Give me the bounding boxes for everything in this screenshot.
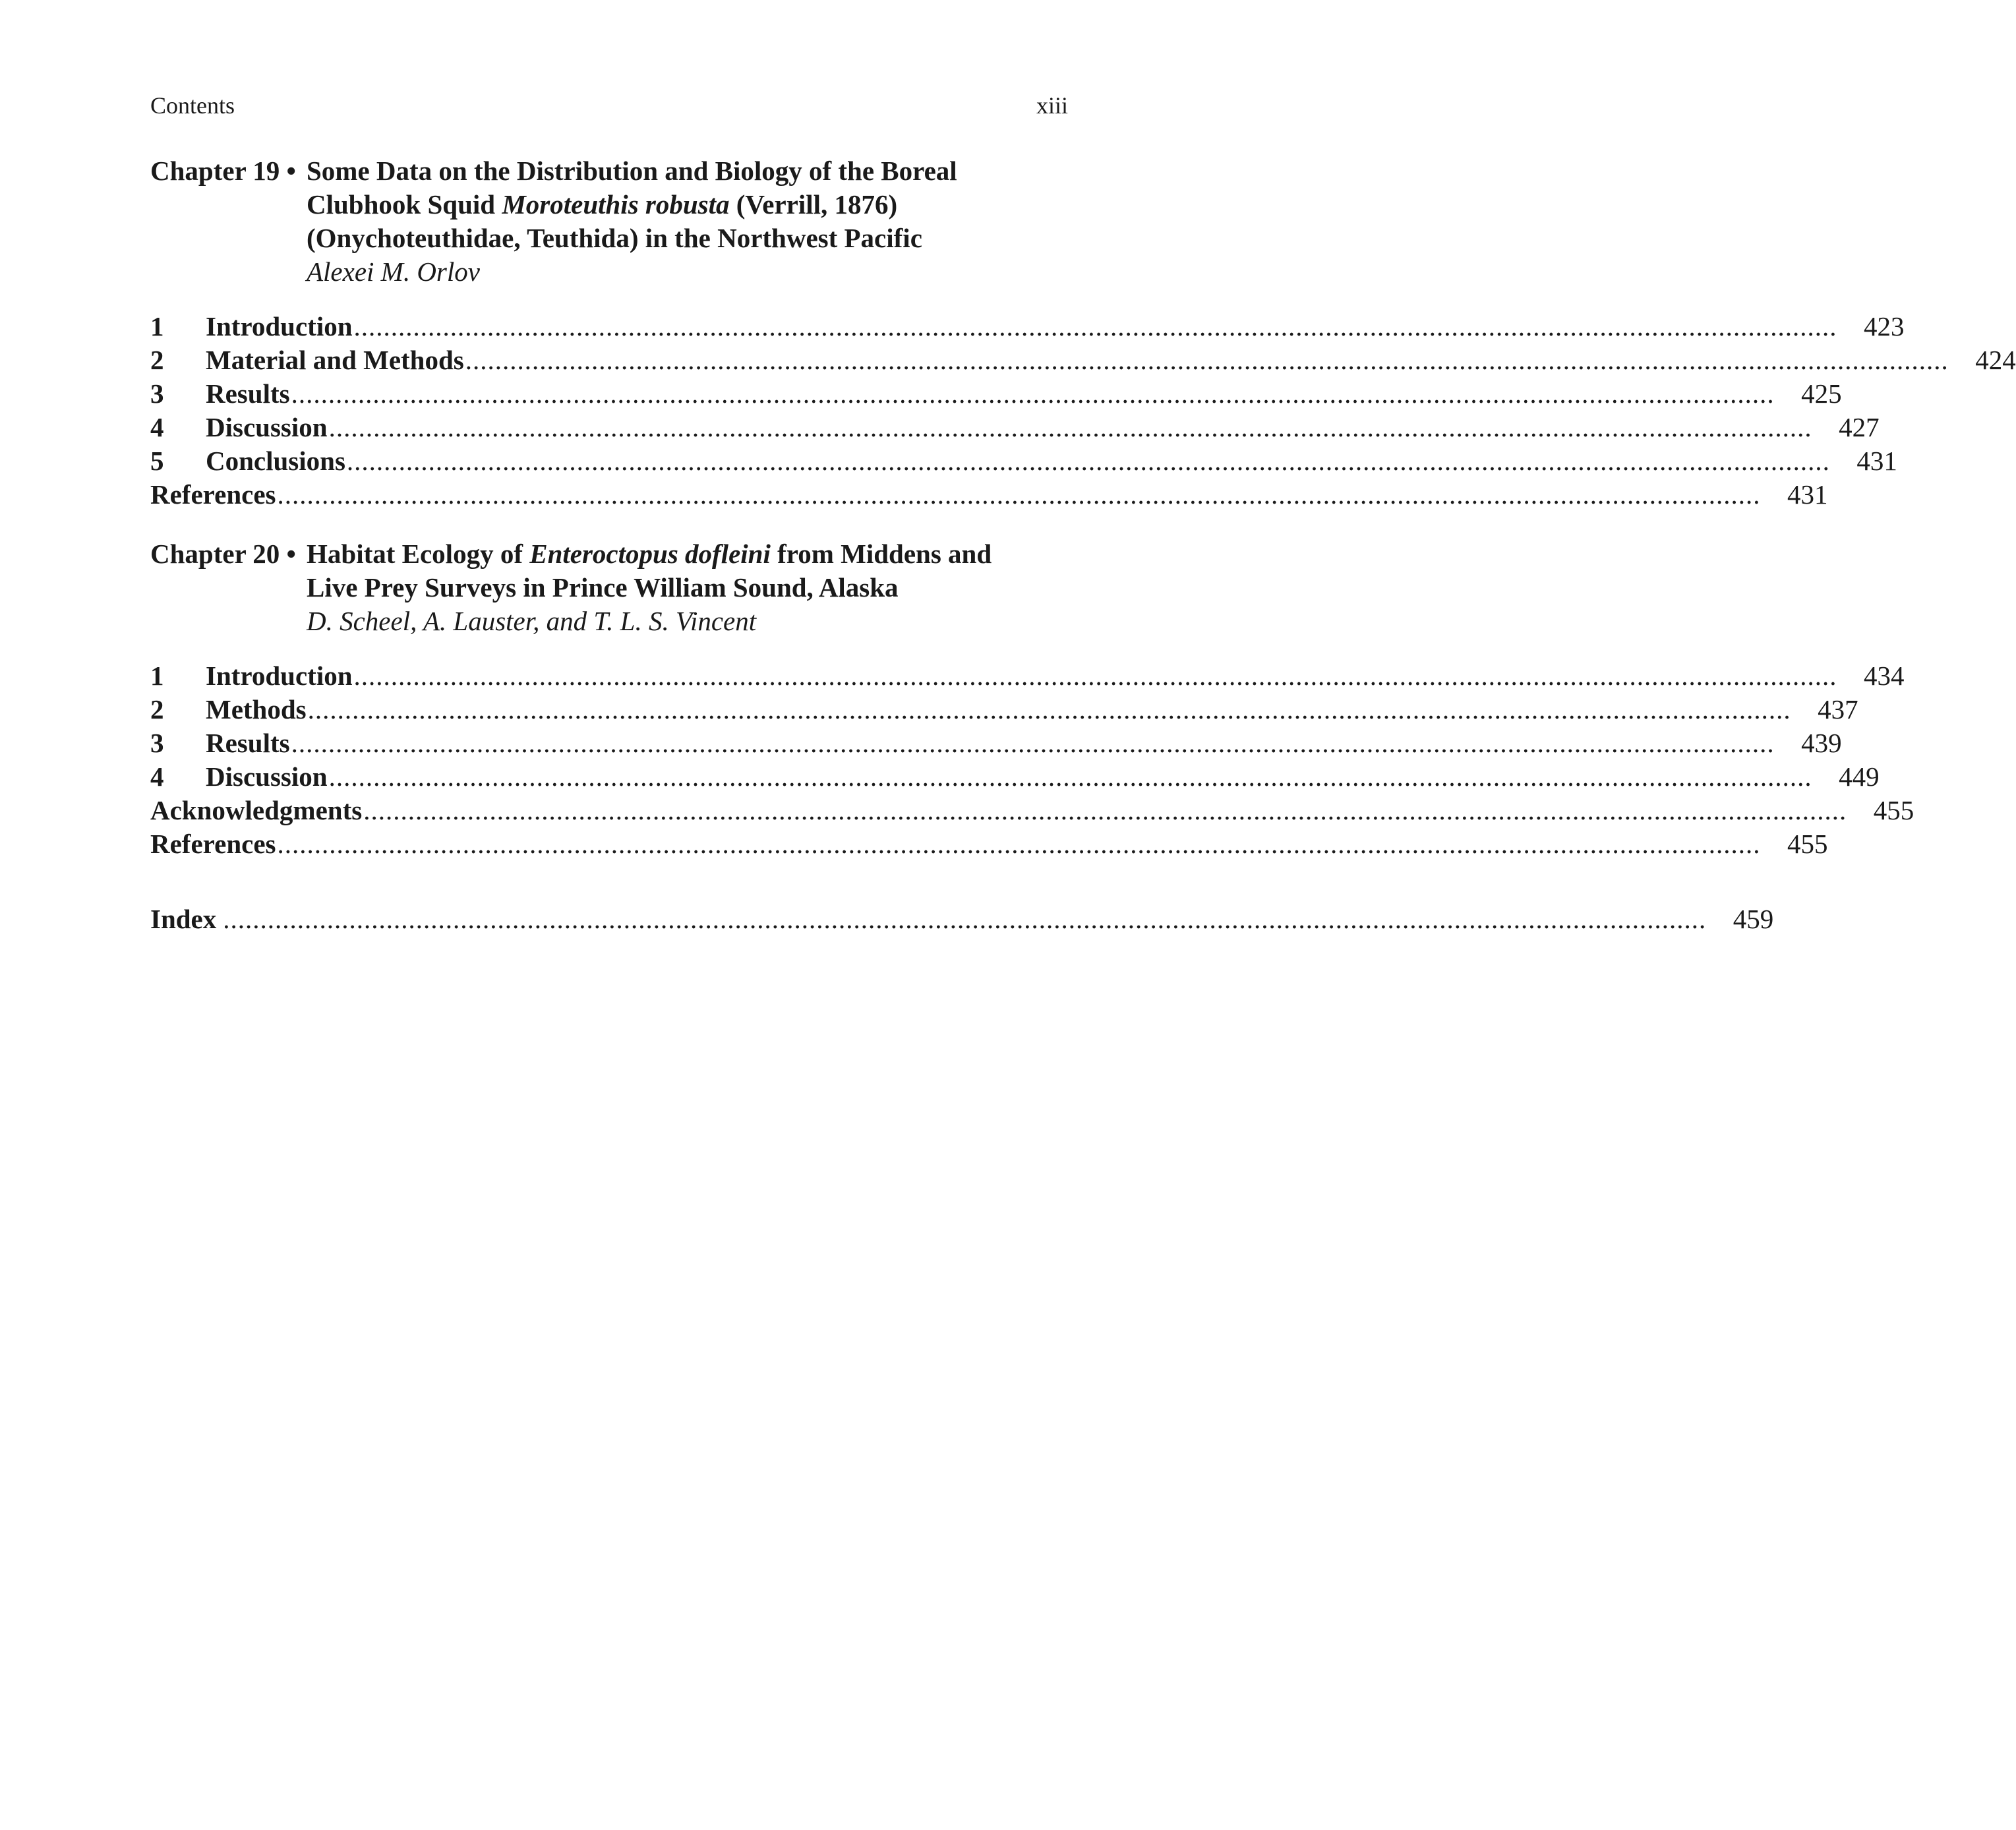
toc-entry[interactable] [150, 343, 2016, 377]
toc-entry-page: 449 [1839, 761, 1880, 792]
chapter-title-part: (Verrill, 1876) (Onychoteuthidae, Teuthida) in the Northwest Pacific [307, 189, 922, 253]
toc-entry-label: Results [206, 728, 290, 758]
chapter-title-part: from Middens and Live Prey Surveys in Prince William Sound, Alaska [307, 539, 992, 603]
toc-entry[interactable] [150, 827, 1828, 861]
toc-entry-page: 427 [1839, 412, 1880, 442]
toc-entry[interactable] [150, 794, 1914, 827]
toc-entry-label: Material and Methods [206, 345, 464, 375]
chapter-20-block [150, 537, 1914, 861]
toc-entry-label: Discussion [206, 412, 328, 442]
dot-leader: ........................................................................................................................................................................................................ [363, 795, 1847, 825]
toc-entry-label: Conclusions [206, 446, 345, 476]
chapter-19-block [150, 154, 2016, 512]
dot-leader: ........................................................................................................................................................................................................ [465, 345, 1949, 375]
chapter-authors: Alexei M. Orlov [307, 256, 480, 287]
dot-leader: ........................................................................................................................................................................................................ [277, 479, 1761, 510]
chapter-title-species: Moroteuthis robusta [502, 189, 730, 220]
chapter-title-part: Some Data on the Distribution and Biology of the Boreal Clubhook Squid [307, 156, 957, 220]
chapter-toc [150, 310, 2016, 512]
toc-entry[interactable] [150, 659, 1905, 693]
dot-leader: ........................................................................................................................................................................................................ [277, 829, 1761, 859]
chapter-title-part: Habitat Ecology of [307, 539, 530, 569]
dot-leader: ........................................................................................................................................................................................................ [353, 311, 1837, 341]
dot-leader: ........................................................................................................................................................................................................ [346, 446, 1830, 476]
chapter-title [307, 537, 1005, 605]
dot-leader: ........................................................................................................................................................................................................ [291, 378, 1775, 409]
index-block [150, 902, 1774, 936]
toc-entry[interactable] [150, 310, 1905, 343]
toc-entry-page: 424 [1975, 345, 2016, 375]
chapter-toc [150, 659, 1914, 861]
dot-leader: ........................................................................................................................................................................................................ [328, 761, 1812, 792]
toc-entry-page: 437 [1818, 694, 1858, 724]
toc-entry-page: 431 [1787, 479, 1828, 510]
toc-entry[interactable] [150, 377, 1842, 411]
toc-entry-number: 1 [150, 661, 164, 691]
toc-entry-number: 2 [150, 345, 164, 375]
toc-entry-number: 3 [150, 728, 164, 758]
toc-entry-label: Discussion [206, 761, 328, 792]
toc-entry-page: 423 [1864, 311, 1905, 341]
toc-entry-label: Methods [206, 694, 307, 724]
toc-entry-label: References [150, 829, 276, 859]
toc-entry-page: 425 [1801, 378, 1842, 409]
dot-leader: ........................................................................................................................................................................................................ [307, 694, 1791, 724]
toc-entry-label: Introduction [206, 311, 353, 341]
running-head-title: Contents [150, 92, 235, 119]
chapter-authors: D. Scheel, A. Lauster, and T. L. S. Vincent [307, 606, 757, 636]
toc-entry-label: References [150, 479, 276, 510]
toc-entry-page: 439 [1801, 728, 1842, 758]
dot-leader: ........................................................................................................................................................................................................ [223, 904, 1707, 934]
toc-entry-number: 4 [150, 412, 164, 442]
chapter-heading [150, 154, 1069, 255]
toc-entry[interactable] [150, 478, 1828, 512]
toc-entry-number: 1 [150, 311, 164, 341]
chapter-label: Chapter 19 • [150, 156, 296, 186]
toc-entry[interactable] [150, 411, 1880, 444]
chapter-title [307, 154, 1005, 255]
chapter-label: Chapter 20 • [150, 539, 296, 569]
toc-entry-page: 455 [1787, 829, 1828, 859]
chapter-title-species: Enteroctopus dofleini [529, 539, 771, 569]
toc-entry-page: 455 [1873, 795, 1914, 825]
toc-entry-label: Index [150, 904, 217, 934]
toc-entry-number: 3 [150, 378, 164, 409]
dot-leader: ........................................................................................................................................................................................................ [291, 728, 1775, 758]
chapter-heading [150, 537, 1069, 605]
toc-entry-label: Results [206, 378, 290, 409]
toc-entry-page: 434 [1864, 661, 1905, 691]
toc-entry-label: Acknowledgments [150, 795, 363, 825]
toc-entry-page: 431 [1856, 446, 1897, 476]
toc-entry-index[interactable] [150, 902, 1774, 936]
toc-entry[interactable] [150, 693, 1858, 726]
toc-entry[interactable] [150, 726, 1842, 760]
toc-entry-number: 2 [150, 694, 164, 724]
dot-leader: ........................................................................................................................................................................................................ [328, 412, 1812, 442]
toc-entry-number: 5 [150, 446, 164, 476]
toc-entry-label: Introduction [206, 661, 353, 691]
dot-leader: ........................................................................................................................................................................................................ [353, 661, 1837, 691]
toc-entry-number: 4 [150, 761, 164, 792]
toc-entry[interactable] [150, 760, 1880, 794]
toc-entry[interactable] [150, 444, 1897, 478]
running-head-page-number: xiii [1036, 92, 1068, 119]
toc-entry-page: 459 [1733, 904, 1774, 934]
